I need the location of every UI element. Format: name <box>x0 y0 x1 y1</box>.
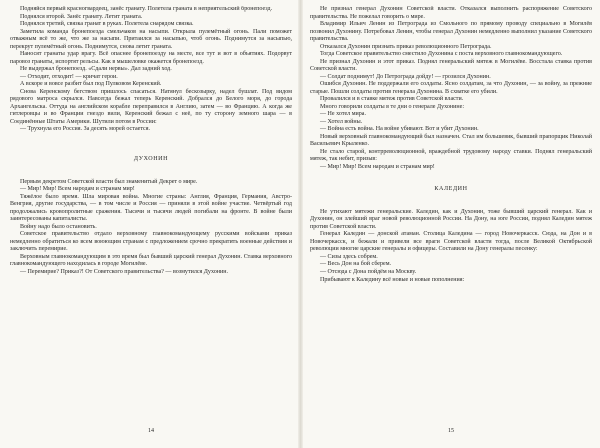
section-spacer <box>10 164 292 179</box>
page-number-left: 14 <box>148 428 155 434</box>
paragraph: Тогда Советское правительство сместило Духонина с поста верховного главнокомандующего. <box>320 51 563 58</box>
paragraph: Отказался Духонин признать приказ революционного Петрограда. <box>320 43 492 50</box>
section-heading-kaledin: КАЛЕДИН <box>434 186 468 193</box>
paragraph: — Мир! Мир! Всем народам и странам мир! <box>320 163 435 170</box>
paragraph: Не признал генерал Духонин Советской власти. Отказался выполнить распоряжение Советского правительства. Не пожелал говорить о мире. <box>310 6 592 20</box>
paragraph: — Отходит, отходит! — кричат герои. <box>20 73 118 80</box>
section-spacer <box>310 194 592 209</box>
paragraph: Не утихают мятежи генеральские. Каледин, как и Духонин, тоже бывший царский генерал. Как и Духонин, он злейший враг новой революционной России. На Дону, на юге России, поднял Каледин мятеж против Советской власти. <box>310 208 592 230</box>
right-page <box>310 6 592 436</box>
paragraph: Тяжёлое было время. Шла мировая война. Многие страны: Англия, Франция, Германия, Австро-Венгрия, другие государства, — в том числе и Россия — приняли в этой войне участие. Четвёртый год продолжались кровопролитные сражения. Тысячи и тысячи людей погибали на фронте. В войне были заинтересованы капиталисты. <box>10 193 292 223</box>
paragraph: Наносят гранаты удар врагу. Всё опаснее бронепоезду на месте, все тут и вот в объятиях. Подорвут паровоз гранаты, испортят рельсы. Как в мышеловке окажется бронепоезд. <box>10 51 292 65</box>
paragraph: Не стало старой, контрреволюционной, враждебной трудовому народу ставки. Поднял генеральский мятеж, так небит, призыв: <box>310 148 592 163</box>
paragraph: Владимир Ильич Ленин из Петрограда из Смольного по прямому проводу специально в Могилёв позвонил Духонину. Потребовал Ленин, чтобы генерал Духонин немедленно выполнил указание Советского правительства. <box>310 21 592 43</box>
paragraph: Поднялся третий, связка гранат в руках. Полетела снарядом связка. <box>20 21 194 28</box>
section-spacer <box>310 171 592 186</box>
paragraph: — Война есть война. На войне убивают. Вот и убит Духонин. <box>320 126 479 133</box>
paragraph: Не признал Духонин и этот приказ. Поднял генеральский мятеж в Могилёве. Восстала ставка против Советской власти. <box>310 58 592 73</box>
section-heading-dukhonin: ДУХОНИН <box>133 156 169 163</box>
paragraph: — Весь Дон на бой сберем. <box>320 261 392 268</box>
page-number-right: 15 <box>448 428 455 434</box>
paragraph: Ошибся Духонин. Не поддержали его солдаты. Ясно солдатам, за что Духонин, — за войну, за прежние старые. Пошли солдаты против генерала Духонина. В схватке его убили. <box>310 81 592 95</box>
paragraph: — Солдат поднимут! До Петрограда дойду! — грозился Духонин. <box>320 73 491 80</box>
paragraph: Войну надо было остановить. <box>20 223 97 230</box>
paragraph: — Перемирие? Приказ?! От Советского правительства? — возмутился Духонин. <box>20 268 228 275</box>
paragraph: — Не хотел мира. <box>320 111 366 118</box>
paragraph: Подняйся первый красногвардеец, занёс гранату. Полетела граната в неприятельский бронепоезд. <box>20 6 273 12</box>
paragraph: Новый верховный главнокомандующий был назначен. Стал им большевик, бывший прапорщик Николай Васильевич Крыленко. <box>310 133 592 148</box>
paragraph: — Сизы здесь собрем. <box>320 253 378 260</box>
paragraph: Поднялся второй. Занёс гранату. Летит граната. <box>20 13 143 20</box>
paragraph: Первым декретом Советской власти был знаменитый Декрет о мире. <box>20 178 198 185</box>
left-page <box>10 6 292 436</box>
paragraph: Много говорили солдаты в те дни о генерале Духонине: <box>320 103 464 110</box>
paragraph: А вскоре и вовсе разбит был под Пулковом Керенский. <box>20 81 162 88</box>
paragraph: — Хотел войны. <box>320 118 363 125</box>
paragraph: Заметила команда бронепоезда смельчаков на насыпи. Открыла пулемётный огонь. Пали поможет отважным всё то же, что же за насыпи. Притаился за насыпью, чтоб огонь. Поднимутся за насыпью, перекрут пулемётный огонь. Поднимутся, снова летит граната. <box>10 28 292 50</box>
section-spacer <box>10 134 292 157</box>
paragraph: Не выдержал бронепоезд. «Сдали нервы». Дал задний ход. <box>20 66 172 73</box>
paragraph: Провалился и в ставке мятеж против Советской власти. <box>320 96 464 103</box>
paragraph: — Трухнула его Россия. За десять морей остается. <box>20 126 151 133</box>
paragraph: Прибывают к Каледину всё новые и новые пополнения: <box>320 276 465 283</box>
paragraph: Снова Керенскому бегством пришлось спасаться. Натянул бескозырку, надел бушлат. Под видом рядового матроса скрылся. Навсегда бежал теперь Керенский. Добрался до Белого моря, до города Архангельска. Оттуда на английском корабле переправился в Англию, затем — во Францию. А когда же гитлеровцы и во Франции гнездо вили, Керенский бежал с неё, по ту сторону земного шара — в Соединённые Штаты Америки. Шутили потом в России: <box>10 88 292 125</box>
paragraph: — Отсюда с Дона пойдём на Москву. <box>320 268 417 275</box>
paragraph: Верховным главнокомандующим в это время был бывший царский генерал Духонин. Ставка верховного главнокомандующего находилась в городе Могилёве. <box>10 253 292 268</box>
paragraph: Генерал Каледин — донской атаман. Столица Каледина — город Новочеркасск. Сюда, на Дон и в Новочеркасск, и бежали и привели все враги Советской власти тогда, после Великой Октябрьской революции многие царские генералы и офицеры. Составили на Дону генералы песенку: <box>310 231 592 253</box>
book-gutter <box>298 0 303 448</box>
paragraph: — Мир! Мир! Всем народам и странам мир! <box>20 186 135 193</box>
paragraph: Советское правительство отдало верховному главнокомандующему русскими войсками приказ немедленно обратиться ко всем воюющим странам с предложением срочно прекратить военные действия и заключить перемирие. <box>10 231 292 253</box>
